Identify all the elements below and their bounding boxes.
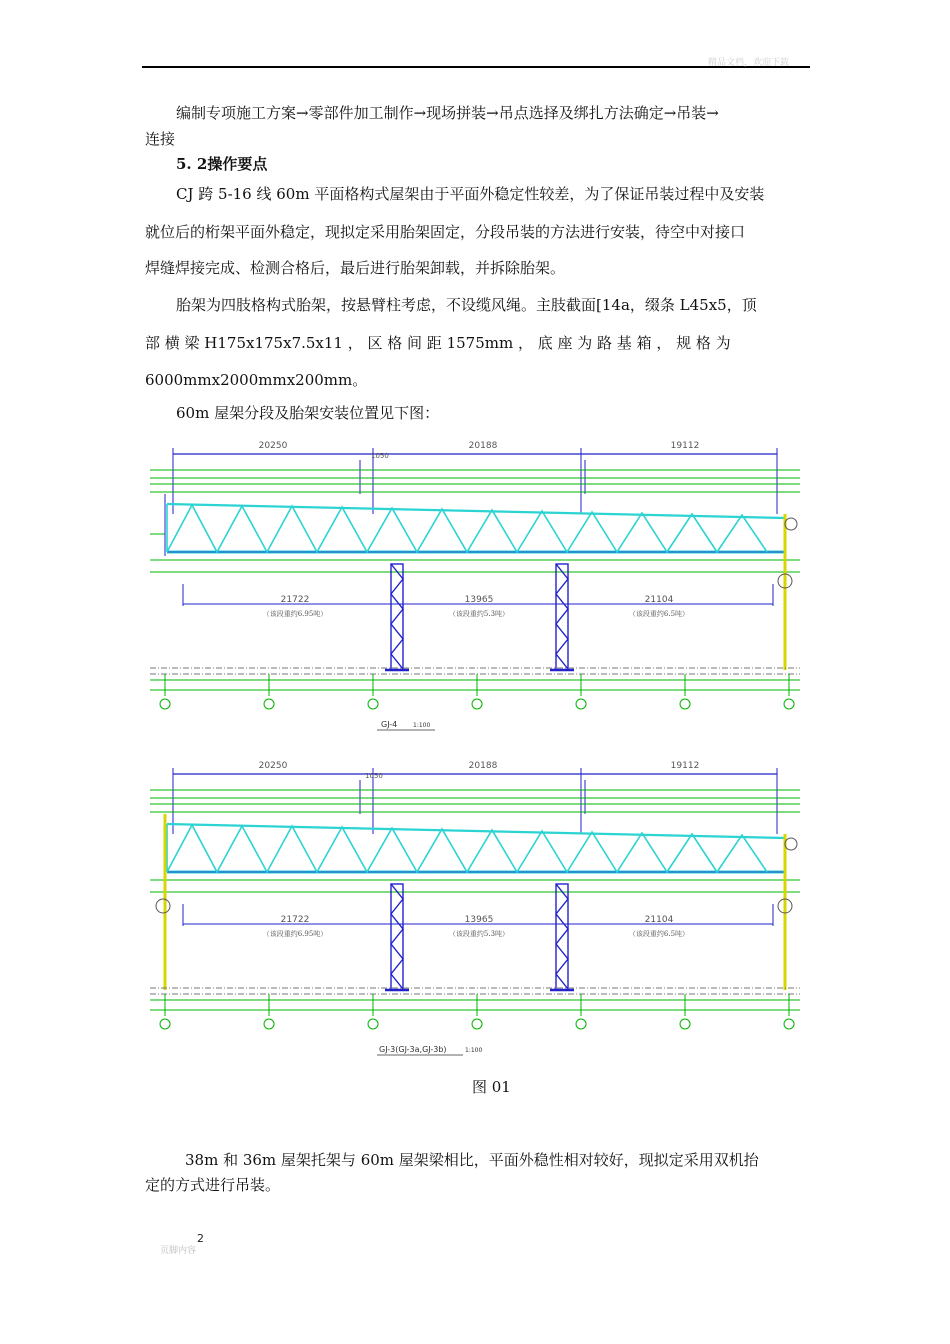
header-text: 精品文档，欢迎下载 <box>708 58 790 68</box>
truss-drawing <box>145 434 805 1064</box>
segment-note-3: （该段重约6.5吨） <box>628 930 690 938</box>
scaffold-tower-1 <box>385 564 409 670</box>
footer-label: 页脚内容 <box>160 1246 197 1256</box>
segment-note-3: （该段重约6.5吨） <box>628 610 690 618</box>
span-2: 20188 <box>468 761 498 771</box>
p2-line-1: 胎架为四肢格构式胎架，按悬臂柱考虑，不设缆风绳。主肢截面[14a，缀条 L45x5，顶 <box>176 296 757 314</box>
p1-line-1: CJ 跨 5-16 线 60m 平面格构式屋架由于平面外稳定性较差，为了保证吊装过程中及安装 <box>176 185 765 203</box>
drawing-title-bottom: GJ-3(GJ-3a,GJ-3b) <box>379 1045 447 1054</box>
p4-line-2: 定的方式进行吊装。 <box>145 1176 281 1194</box>
p1-line-3: 焊缝焊接完成、检测合格后，最后进行胎架卸载，并拆除胎架。 <box>145 259 566 277</box>
drawing-scale-bottom: 1:100 <box>465 1047 483 1054</box>
truss-panel-bottom <box>150 761 800 1055</box>
scaffold-tower-2 <box>550 564 574 670</box>
segment-note-2: （该段重约5.3吨） <box>448 930 510 938</box>
scaffold-tower-1 <box>385 884 409 990</box>
page-number: 2 <box>197 1232 204 1245</box>
span-1: 20250 <box>258 441 288 451</box>
drawing-scale-top: 1:100 <box>413 722 431 729</box>
p2-line-3: 6000mmx2000mmx200mm。 <box>145 371 368 389</box>
span-1: 20250 <box>258 761 288 771</box>
segment-3: 21104 <box>644 915 674 925</box>
span-2: 20188 <box>468 441 498 451</box>
segment-3: 21104 <box>644 595 674 605</box>
figure-caption: 图 01 <box>472 1078 511 1096</box>
truss-panel-top <box>150 441 800 730</box>
drawing-title-top: GJ-4 <box>381 720 398 729</box>
flow-line-1: 编制专项施工方案→零部件加工制作→现场拼装→吊点选择及绑扎方法确定→吊装→ <box>176 104 719 122</box>
segment-note-1: （该段重约6.95吨） <box>262 610 328 618</box>
gap-label: 1050 <box>371 452 389 460</box>
span-3: 19112 <box>670 441 700 451</box>
scaffold-tower-2 <box>550 884 574 990</box>
p3: 60m 屋架分段及胎架安装位置见下图： <box>176 404 440 422</box>
p2-line-2: 部 横 梁 H175x175x7.5x11 ， 区 格 间 距 1575mm ， 底 座 为 路 基 箱 ， 规 格 为 <box>145 334 731 352</box>
segment-note-2: （该段重约5.3吨） <box>448 610 510 618</box>
p4-line-1: 38m 和 36m 屋架托架与 60m 屋架梁相比，平面外稳性相对较好，现拟定采用双机抬 <box>185 1151 759 1169</box>
flow-line-2: 连接 <box>145 130 176 148</box>
segment-note-1: （该段重约6.95吨） <box>262 930 328 938</box>
section-title: 5. 2操作要点 <box>176 155 268 173</box>
p1-line-2: 就位后的桁架平面外稳定，现拟定采用胎架固定，分段吊装的方法进行安装，待空中对接口 <box>145 223 746 241</box>
segment-1: 21722 <box>280 915 310 925</box>
span-3: 19112 <box>670 761 700 771</box>
segment-1: 21722 <box>280 595 310 605</box>
segment-2: 13965 <box>464 595 494 605</box>
gap-label: 1050 <box>365 772 383 780</box>
segment-2: 13965 <box>464 915 494 925</box>
